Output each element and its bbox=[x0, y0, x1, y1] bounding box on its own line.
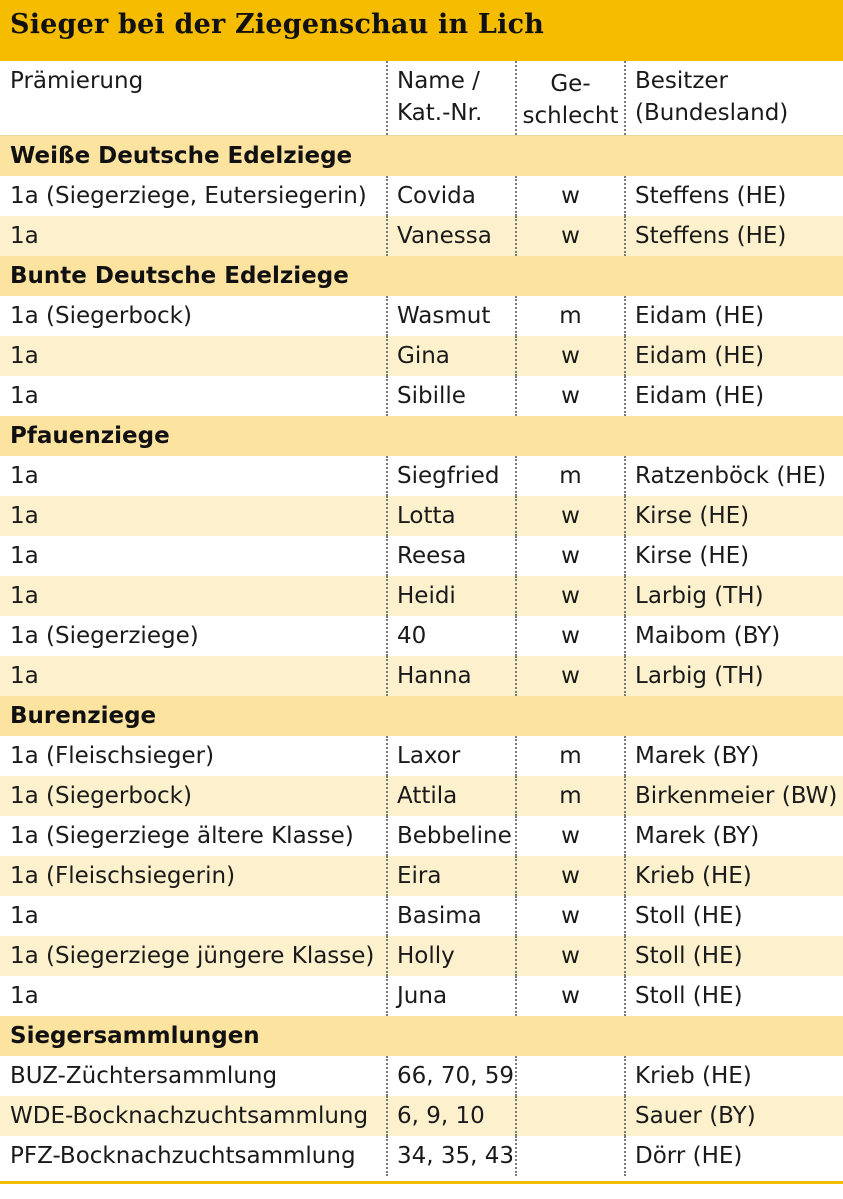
cell-geschlecht: w bbox=[515, 656, 624, 696]
cell-name: Hanna bbox=[386, 656, 515, 696]
table-row bbox=[0, 496, 843, 536]
cell-name: 34, 35, 43 bbox=[386, 1136, 515, 1176]
cell-praemierung: 1a (Siegerziege jüngere Klasse) bbox=[10, 943, 375, 969]
table-row bbox=[0, 656, 843, 696]
cell-name: 6, 9, 10 bbox=[386, 1096, 515, 1136]
cell-praemierung: 1a bbox=[10, 543, 39, 569]
cell-praemierung: 1a (Siegerziege) bbox=[10, 623, 199, 649]
cell-besitzer: Marek (BY) bbox=[624, 736, 843, 776]
cell-praemierung: 1a bbox=[10, 223, 39, 249]
cell-name: Laxor bbox=[386, 736, 515, 776]
cell-praemierung: 1a (Fleischsiegerin) bbox=[10, 863, 236, 889]
cell-name: 40 bbox=[386, 616, 515, 656]
cell-geschlecht: m bbox=[515, 456, 624, 496]
cell-praemierung: PFZ-Bocknachzuchtsammlung bbox=[10, 1143, 356, 1169]
table-row bbox=[0, 816, 843, 856]
cell-geschlecht: w bbox=[515, 496, 624, 536]
table-row bbox=[0, 736, 843, 776]
cell-besitzer: Kirse (HE) bbox=[624, 496, 843, 536]
cell-besitzer: Eidam (HE) bbox=[624, 336, 843, 376]
cell-besitzer: Birkenmeier (BW) bbox=[624, 776, 843, 816]
cell-name: Vanessa bbox=[386, 216, 515, 256]
cell-praemierung: 1a bbox=[10, 663, 39, 689]
cell-besitzer: Larbig (TH) bbox=[624, 656, 843, 696]
header-besitzer bbox=[624, 61, 843, 135]
cell-praemierung: 1a bbox=[10, 983, 39, 1009]
table-row bbox=[0, 376, 843, 416]
cell-geschlecht: w bbox=[515, 336, 624, 376]
cell-geschlecht: w bbox=[515, 376, 624, 416]
cell-praemierung: WDE-Bocknachzuchtsammlung bbox=[10, 1103, 369, 1129]
cell-praemierung: BUZ-Züchtersammlung bbox=[10, 1063, 278, 1089]
table-row bbox=[0, 296, 843, 336]
table-row bbox=[0, 936, 843, 976]
table-row bbox=[0, 776, 843, 816]
header-geschlecht-line1: Ge- bbox=[550, 71, 591, 97]
table-body bbox=[0, 136, 843, 1176]
cell-praemierung: 1a (Fleischsieger) bbox=[10, 743, 215, 769]
header-name bbox=[386, 61, 515, 135]
section-header: Weiße Deutsche Edelziege bbox=[0, 136, 843, 176]
cell-name: Eira bbox=[386, 856, 515, 896]
cell-geschlecht bbox=[515, 1136, 624, 1176]
cell-besitzer: Kirse (HE) bbox=[624, 536, 843, 576]
cell-praemierung: 1a (Siegerziege, Eutersiegerin) bbox=[10, 183, 367, 209]
table-row bbox=[0, 896, 843, 936]
cell-name: Holly bbox=[386, 936, 515, 976]
cell-besitzer: Stoll (HE) bbox=[624, 976, 843, 1016]
cell-geschlecht: m bbox=[515, 736, 624, 776]
cell-besitzer: Krieb (HE) bbox=[624, 856, 843, 896]
cell-praemierung: 1a (Siegerbock) bbox=[10, 783, 192, 809]
bottom-rule bbox=[0, 1181, 843, 1184]
cell-besitzer: Stoll (HE) bbox=[624, 896, 843, 936]
table-row bbox=[0, 856, 843, 896]
table-title: Sieger bei der Ziegenschau in Lich bbox=[0, 0, 843, 61]
cell-praemierung: 1a (Siegerbock) bbox=[10, 303, 192, 329]
cell-besitzer: Marek (BY) bbox=[624, 816, 843, 856]
cell-name: Attila bbox=[386, 776, 515, 816]
cell-praemierung: 1a bbox=[10, 383, 39, 409]
header-name-line1: Name / bbox=[397, 68, 480, 94]
cell-name: Heidi bbox=[386, 576, 515, 616]
section-header: Bunte Deutsche Edelziege bbox=[0, 256, 843, 296]
cell-besitzer: Stoll (HE) bbox=[624, 936, 843, 976]
cell-geschlecht: w bbox=[515, 216, 624, 256]
cell-besitzer: Maibom (BY) bbox=[624, 616, 843, 656]
cell-geschlecht: w bbox=[515, 616, 624, 656]
cell-name: Reesa bbox=[386, 536, 515, 576]
cell-geschlecht bbox=[515, 1056, 624, 1096]
cell-besitzer: Larbig (TH) bbox=[624, 576, 843, 616]
cell-geschlecht: w bbox=[515, 536, 624, 576]
table-row bbox=[0, 456, 843, 496]
cell-name: Sibille bbox=[386, 376, 515, 416]
cell-name: Lotta bbox=[386, 496, 515, 536]
cell-geschlecht bbox=[515, 1096, 624, 1136]
cell-name: Siegfried bbox=[386, 456, 515, 496]
cell-geschlecht: w bbox=[515, 896, 624, 936]
cell-name: Juna bbox=[386, 976, 515, 1016]
table-row bbox=[0, 336, 843, 376]
cell-besitzer: Krieb (HE) bbox=[624, 1056, 843, 1096]
cell-geschlecht: w bbox=[515, 176, 624, 216]
cell-name: Covida bbox=[386, 176, 515, 216]
table-header bbox=[0, 61, 843, 136]
cell-geschlecht: w bbox=[515, 856, 624, 896]
cell-name: Bebbeline bbox=[386, 816, 515, 856]
cell-besitzer: Steffens (HE) bbox=[624, 176, 843, 216]
cell-besitzer: Dörr (HE) bbox=[624, 1136, 843, 1176]
cell-praemierung: 1a bbox=[10, 903, 39, 929]
cell-besitzer: Steffens (HE) bbox=[624, 216, 843, 256]
header-geschlecht-line2: schlecht bbox=[522, 103, 619, 129]
table-row bbox=[0, 616, 843, 656]
table-row bbox=[0, 1056, 843, 1096]
header-besitzer-line2: (Bundesland) bbox=[635, 100, 789, 126]
cell-geschlecht: m bbox=[515, 296, 624, 336]
table-row bbox=[0, 576, 843, 616]
cell-geschlecht: m bbox=[515, 776, 624, 816]
header-besitzer-line1: Besitzer bbox=[635, 68, 728, 94]
section-header: Burenziege bbox=[0, 696, 843, 736]
table-row bbox=[0, 1096, 843, 1136]
table-row bbox=[0, 176, 843, 216]
cell-besitzer: Sauer (BY) bbox=[624, 1096, 843, 1136]
section-header: Pfauenziege bbox=[0, 416, 843, 456]
header-praemierung-label: Prämierung bbox=[10, 68, 144, 94]
table-row bbox=[0, 976, 843, 1016]
table-row bbox=[0, 216, 843, 256]
cell-geschlecht: w bbox=[515, 576, 624, 616]
cell-praemierung: 1a bbox=[10, 503, 39, 529]
cell-praemierung: 1a (Siegerziege ältere Klasse) bbox=[10, 823, 354, 849]
cell-besitzer: Ratzenböck (HE) bbox=[624, 456, 843, 496]
cell-praemierung: 1a bbox=[10, 463, 39, 489]
cell-geschlecht: w bbox=[515, 816, 624, 856]
header-name-line2: Kat.-Nr. bbox=[397, 100, 483, 126]
table-row bbox=[0, 1136, 843, 1176]
header-geschlecht bbox=[515, 61, 624, 135]
cell-name: Basima bbox=[386, 896, 515, 936]
cell-geschlecht: w bbox=[515, 936, 624, 976]
cell-besitzer: Eidam (HE) bbox=[624, 296, 843, 336]
section-header: Siegersammlungen bbox=[0, 1016, 843, 1056]
cell-praemierung: 1a bbox=[10, 343, 39, 369]
table-row bbox=[0, 536, 843, 576]
header-praemierung bbox=[0, 61, 386, 135]
cell-name: Wasmut bbox=[386, 296, 515, 336]
cell-name: Gina bbox=[386, 336, 515, 376]
cell-geschlecht: w bbox=[515, 976, 624, 1016]
cell-name: 66, 70, 59 bbox=[386, 1056, 515, 1096]
cell-praemierung: 1a bbox=[10, 583, 39, 609]
cell-besitzer: Eidam (HE) bbox=[624, 376, 843, 416]
